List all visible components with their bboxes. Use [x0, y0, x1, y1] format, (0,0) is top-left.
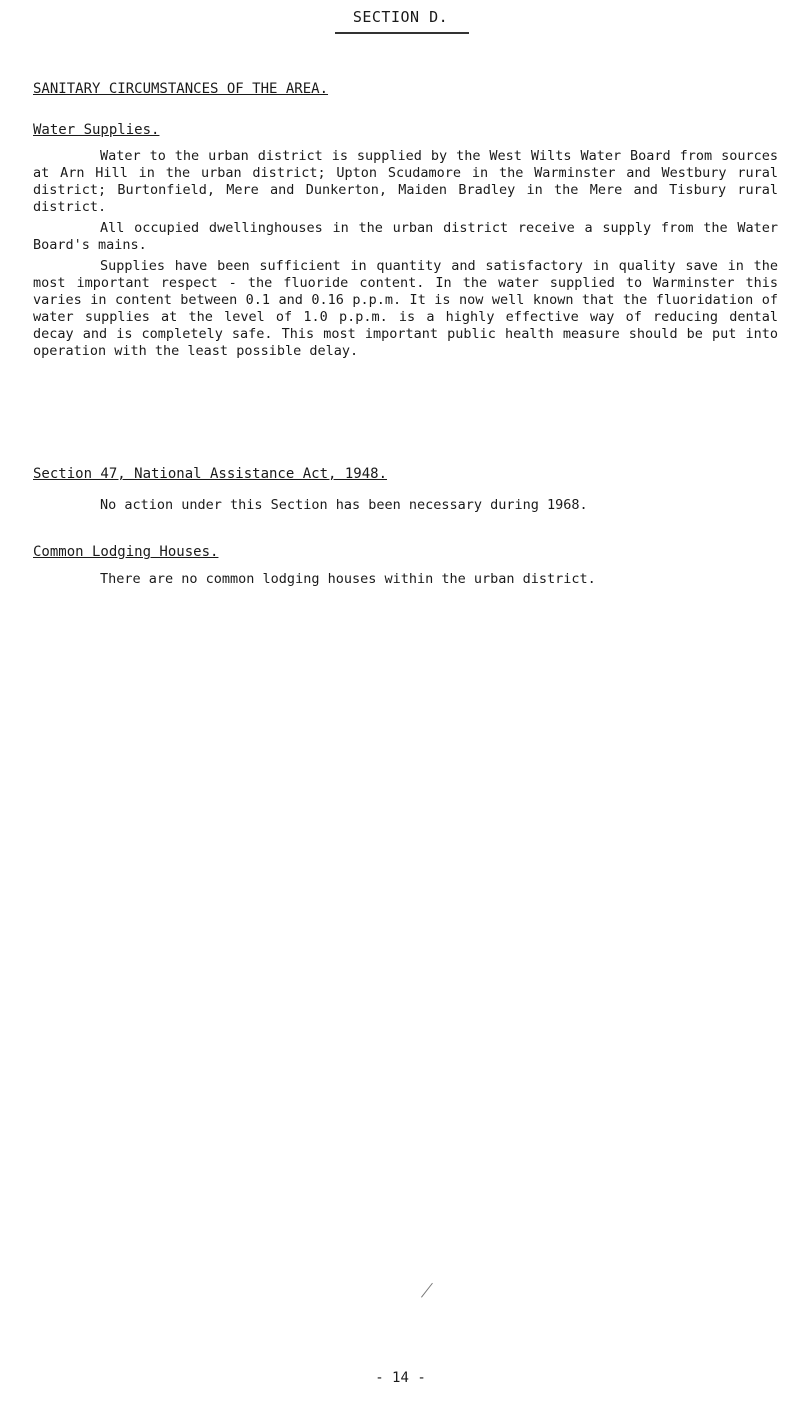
water-paragraph-2: All occupied dwellinghouses in the urban district receive a supply from the Water Board's mains. [33, 220, 778, 253]
water-supplies-heading: Water Supplies. [33, 122, 160, 138]
page-number: - 14 - [375, 1370, 426, 1386]
lodging-heading: Common Lodging Houses. [33, 544, 219, 560]
section47-heading: Section 47, National Assistance Act, 1948. [33, 466, 388, 482]
main-heading: SANITARY CIRCUMSTANCES OF THE AREA. [33, 81, 329, 97]
section-title: SECTION D. [352, 8, 449, 26]
water-supplies-text [33, 148, 778, 360]
water-paragraph-3: Supplies have been sufficient in quantity and satisfactory in quality save in the most important respect - the fluoride content. In the water supplied to Warminster this varies in content between 0.1 and 0.16 p.p.m. It is now well known that the fluoridation of water supplies at the level of 1.0 p.p.m. is a highly effective way of reducing dental decay and is completely safe. This most important public health measure should be put into operation with the least possible delay. [33, 258, 778, 359]
lodging-text: There are no common lodging houses within the urban district. [100, 571, 596, 587]
water-paragraph-1: Water to the urban district is supplied by the West Wilts Water Board from sources at Arn Hill in the urban district; Upton Scudamore in the Warminster and Westbury rural district; Burtonfield, Mere and Dunkerton, Maiden Bradley in the Mere and Tisbury rural district. [33, 148, 778, 215]
title-underline [335, 32, 469, 34]
pen-mark [421, 1283, 433, 1298]
section47-text: No action under this Section has been necessary during 1968. [100, 497, 588, 513]
